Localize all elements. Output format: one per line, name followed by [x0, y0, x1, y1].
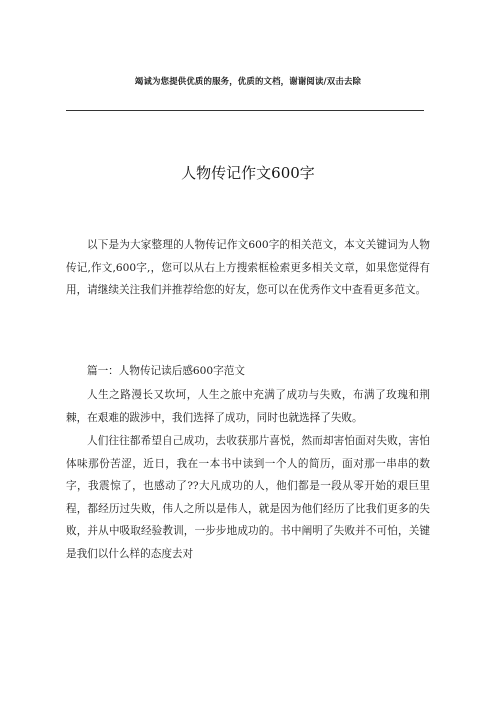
header-note: 竭诚为您提供优质的服务，优质的文档，谢谢阅读/双击去除 — [134, 76, 362, 86]
header-divider — [66, 110, 424, 111]
document-title: 人物传记作文600字 — [181, 164, 315, 182]
intro-paragraph: 以下是为大家整理的人物传记作文600字的相关范文，本文关键词为人物传记,作文,600字,，您可以从右上方搜索框检索更多相关文章，如果您觉得有用，请继续关注我们并推荐给您的好友，您可以在优秀作文中查看更多范文。 — [66, 239, 430, 297]
section-heading: 篇一：人物传记读后感600字范文 — [87, 365, 245, 377]
body-paragraph-1: 人生之路漫长又坎坷，人生之旅中充满了成功与失败，布满了玫瑰和荆棘，在艰难的跋涉中，我们选择了成功，同时也就选择了失败。 — [66, 389, 430, 424]
body-paragraph-2: 人们往往都希望自己成功，去收获那片喜悦，然而却害怕面对失败，害怕体味那份苦涩，近日，我在一本书中读到一个人的简历，面对那一串串的数字，我震惊了，也感动了??大凡成功的人，他们都是一段从零开始的艰巨里程，都经历过失败，伟人之所以是伟人，就是因为他们经历了比我们更多的失败，并从中吸取经验教训，一步步地成功的。书中阐明了失败并不可怕，关键是我们以什么样的态度去对 — [66, 435, 430, 560]
